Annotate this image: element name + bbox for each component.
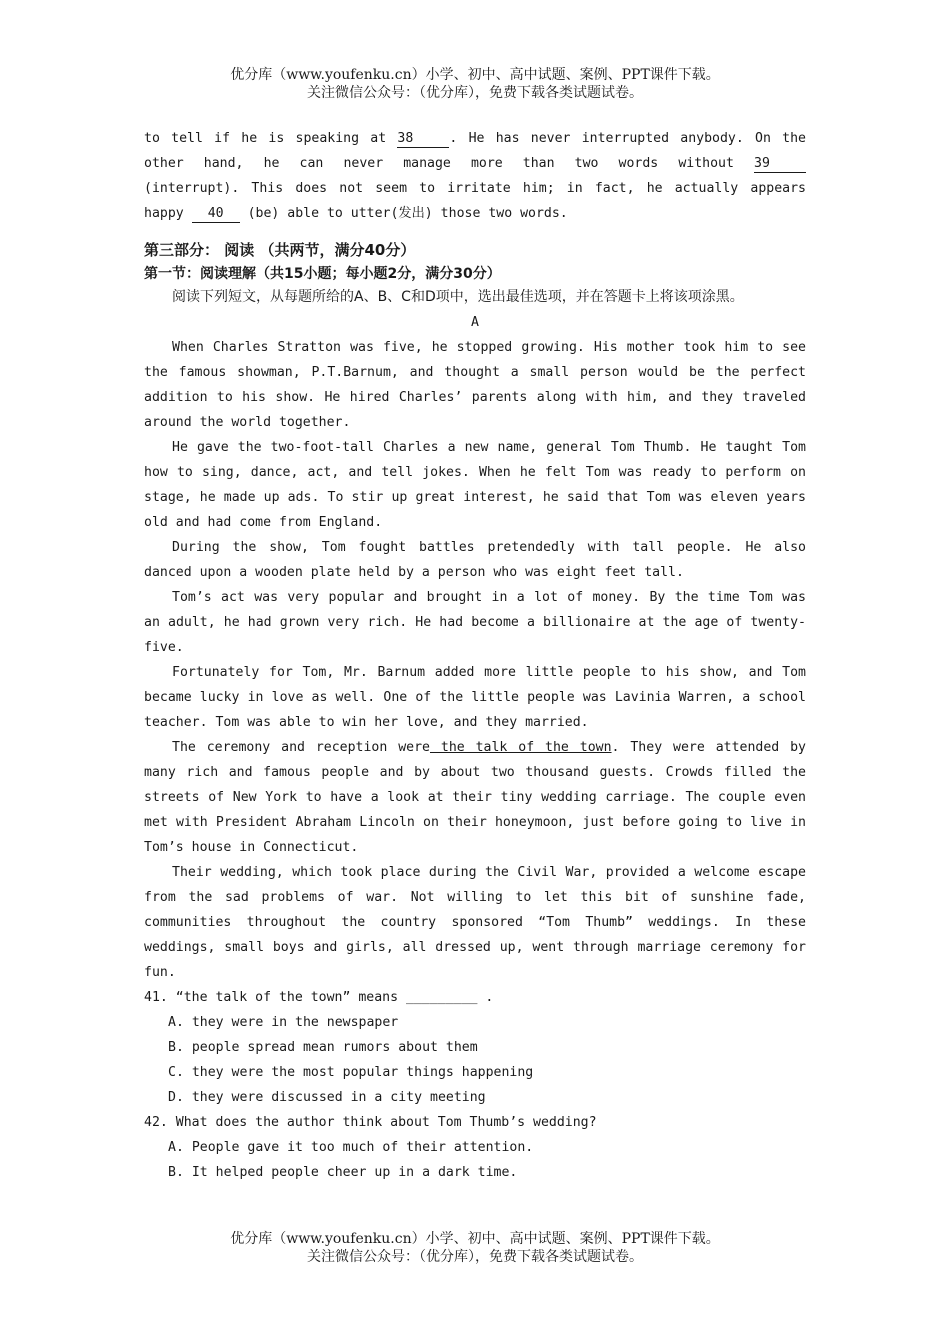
question-42 — [144, 1110, 806, 1185]
option-a: A. People gave it too much of their attention. — [168, 1140, 534, 1155]
question-41 — [144, 985, 806, 1110]
option-b: B. people spread mean rumors about them — [168, 1040, 478, 1055]
option-a: A. they were in the newspaper — [168, 1015, 399, 1030]
passage-paragraph-7: Their wedding, which took place during the Civil War, provided a welcome escape from the sad problems of war. Not willing to let this bit of sunshine fade, communities throughout the country sponsored “Tom Thumb” weddings. In these weddings, small boys and girls, all dressed up, went through marriage ceremony for fun. — [144, 865, 806, 980]
passage-label: A — [471, 315, 479, 330]
page-footer — [0, 1230, 950, 1266]
passage-paragraph-1: When Charles Stratton was five, he stopped growing. His mother took him to see the famous showman, P.T.Barnum, and thought a small person would be the perfect addition to his show. He hired Charles’ parents along with him, and they traveled around the world together. — [144, 340, 806, 430]
question-stem: 42. What does the author think about Tom Thumb’s wedding? — [144, 1115, 597, 1130]
cloze-line-1: to tell if he is speaking at 38 . He has never interrupted anybody. On the — [144, 131, 806, 146]
footer-line-2: 关注微信公众号：（优分库），免费下载各类试题试卷。 — [307, 1249, 643, 1265]
instructions: 阅读下列短文，从每题所给的A、B、C和D项中，选出最佳选项，并在答题卡上将该项涂黑。 — [172, 289, 744, 305]
blank-38: 38 — [397, 130, 449, 148]
section-subtitle: 第一节：阅读理解（共15小题；每小题2分，满分30分） — [144, 266, 501, 282]
option-d: D. they were discussed in a city meeting — [168, 1090, 486, 1105]
passage-paragraph-4: Tom’s act was very popular and brought in a lot of money. By the time Tom was an adult, he had grown very rich. He had become a billionaire at the age of twenty-five. — [144, 590, 806, 655]
passage-paragraph-5: Fortunately for Tom, Mr. Barnum added more little people to his show, and Tom became lucky in love as well. One of the little people was Lavinia Warren, a school teacher. Tom was able to win her love, and they married. — [144, 665, 806, 730]
passage-paragraph-2: He gave the two-foot-tall Charles a new name, general Tom Thumb. He taught Tom how to sing, dance, act, and tell jokes. When he felt Tom was ready to perform on stage, he made up ads. To stir up great interest, he said that Tom was eleven years old and had come from England. — [144, 440, 806, 530]
header-line-1: 优分库（www.youfenku.cn）小学、初中、高中试题、案例、PPT课件下载。 — [230, 67, 720, 83]
cloze-line-3: (interrupt). This does not seem to irritate him; in fact, he actually appears — [144, 181, 806, 196]
question-stem: 41. “the talk of the town” means _________ . — [144, 990, 494, 1005]
page-header — [0, 66, 950, 102]
option-c: C. they were the most popular things happening — [168, 1065, 534, 1080]
cloze-line-4: happy 40 (be) able to utter(发出) those two words. — [144, 206, 568, 221]
blank-40: 40 — [192, 205, 240, 223]
cloze-passage — [144, 126, 806, 226]
passage-paragraph-6: The ceremony and reception were the talk of the town. They were attended by many rich and famous people and by about two thousand guests. Crowds filled the streets of New York to have a look at their tiny wedding carriage. The couple even met with President Abraham Lincoln on their honeymoon, just before going to live in Tom’s house in Connecticut. — [144, 740, 806, 855]
page-body — [144, 126, 806, 1185]
part-title: 第三部分： 阅读 （共两节，满分40分） — [144, 241, 416, 259]
underlined-phrase: the talk of the town — [429, 740, 612, 755]
blank-39: 39 — [754, 155, 806, 173]
option-b: B. It helped people cheer up in a dark time. — [168, 1165, 518, 1180]
cloze-line-2: other hand, he can never manage more than two words without 39 — [144, 151, 806, 176]
header-line-2: 关注微信公众号：（优分库），免费下载各类试题试卷。 — [307, 85, 643, 101]
passage-paragraph-3: During the show, Tom fought battles pretendedly with tall people. He also danced upon a wooden plate held by a person who was eight feet tall. — [144, 540, 806, 580]
footer-line-1: 优分库（www.youfenku.cn）小学、初中、高中试题、案例、PPT课件下载。 — [230, 1231, 720, 1247]
